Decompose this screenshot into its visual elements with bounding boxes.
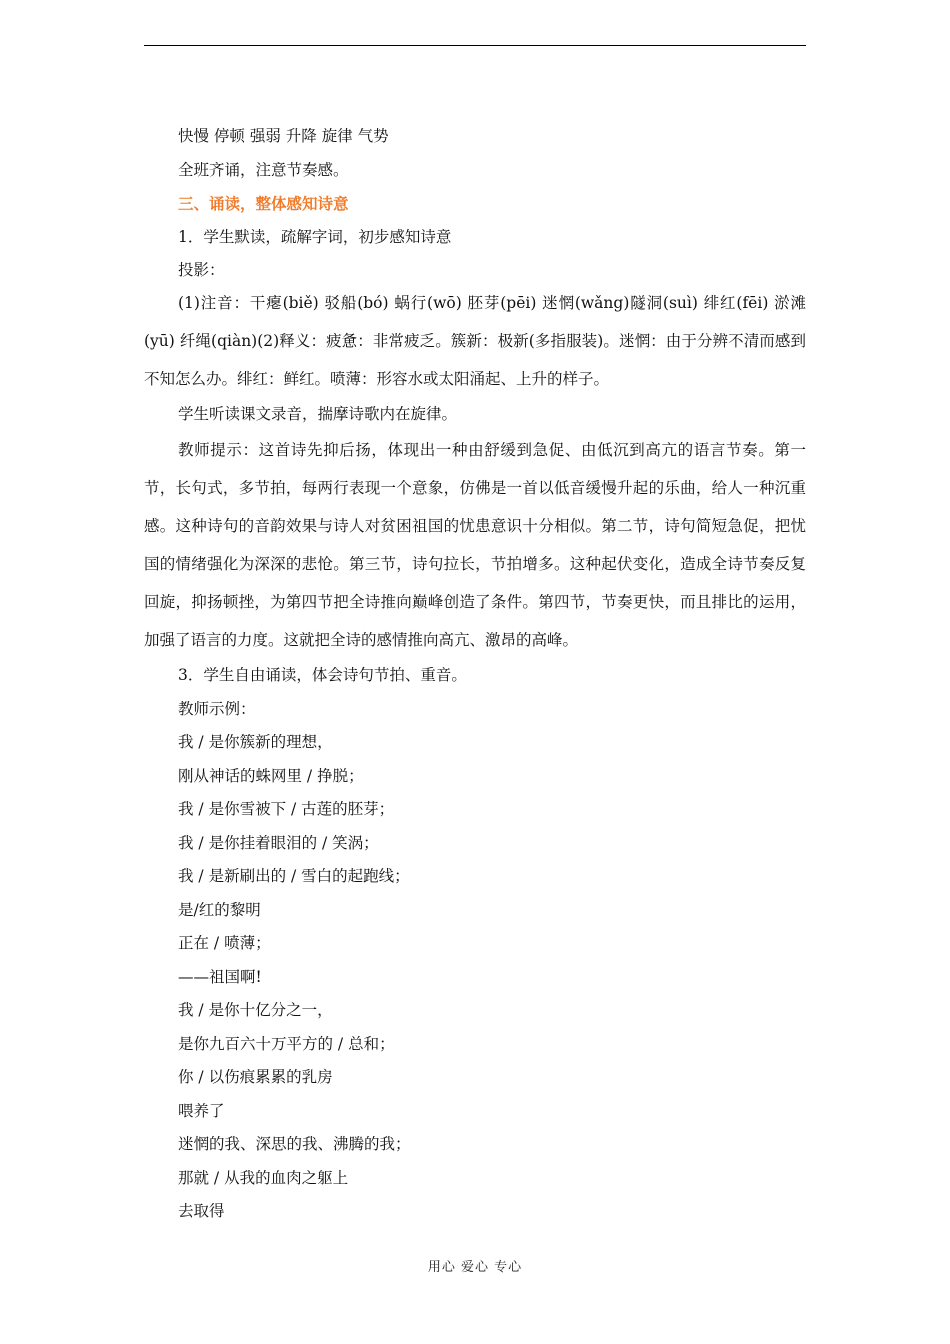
text-line: 学生听读课文录音，揣摩诗歌内在旋律。 xyxy=(178,404,458,423)
poem-line: 正在 / 喷薄； xyxy=(178,934,271,952)
teacher-hint-paragraph: 教师提示：这首诗先抑后扬，体现出一种由舒缓到急促、由低沉到高亢的语言节奏。第一节，长句式，多节拍，每两行表现一个意象，仿佛是一首以低音缓慢升起的乐曲，给人一种沉重感。这种诗句的音韵效果与诗人对贫困祖国的忧患意识十分相似。第二节，诗句简短急促，把忧国的情绪强化为深深的悲怆。第三节，诗句拉长，节拍增多。这种起伏变化，造成全诗节奏反复回旋，抑扬顿挫，为第四节把全诗推向巅峰创造了条件。第四节，节奏更快，而且排比的运用，加强了语言的力度。这就把全诗的感情推向高亢、激昂的高峰。 xyxy=(144,441,806,649)
text-line: 3．学生自由诵读，体会诗句节拍、重音。 xyxy=(178,666,467,684)
text-line: 投影： xyxy=(178,261,225,279)
poem-line: 我 / 是你雪被下 / 古莲的胚芽； xyxy=(178,800,395,818)
text-line: 全班齐诵，注意节奏感。 xyxy=(178,160,349,179)
page-footer: 用心 爱心 专心 xyxy=(427,1260,523,1275)
poem-line: 迷惘的我、深思的我、沸腾的我； xyxy=(178,1135,411,1153)
poem-line: 那就 / 从我的血肉之躯上 xyxy=(178,1168,349,1187)
poem-line: 是你九百六十万平方的 / 总和； xyxy=(178,1034,395,1053)
poem-line: 是/红的黎明 xyxy=(178,900,261,919)
header-rule xyxy=(144,45,806,46)
document-body xyxy=(144,120,806,1229)
poem-line: 我 / 是你簇新的理想， xyxy=(178,733,333,751)
poem-line: 我 / 是新刷出的 / 雪白的起跑线； xyxy=(178,867,410,885)
poem-line: 喂养了 xyxy=(178,1101,225,1120)
text-line: 快慢 停顿 强弱 升降 旋律 气势 xyxy=(178,127,389,145)
text-line: 教师示例： xyxy=(178,699,256,718)
text-line: 1．学生默读，疏解字词，初步感知诗意 xyxy=(178,227,452,246)
glossary-paragraph: (1)注音：干瘪(biě) 驳船(bó) 蜗行(wō) 胚芽(pēi) 迷惘(wǎng)隧洞(suì) 绯红(fēi) 淤滩(yū) 纤绳(qiàn)(2)释义：疲惫：非常疲乏。簇新：极新(多指服装)。迷惘：由于分辨不清而感到不知怎么办。绯红：鲜红。喷薄：形容水或太阳涌起、上升的样子。 xyxy=(144,293,806,388)
poem-line: 刚从神话的蛛网里 / 挣脱； xyxy=(178,766,364,785)
poem-line: 我 / 是你挂着眼泪的 / 笑涡； xyxy=(178,833,379,852)
poem-line: 我 / 是你十亿分之一， xyxy=(178,1001,333,1019)
poem-line: 你 / 以伤痕累累的乳房 xyxy=(178,1068,333,1086)
poem-line: 去取得 xyxy=(178,1202,225,1220)
section-heading: 三、诵读，整体感知诗意 xyxy=(178,194,349,213)
poem-line: ——祖国啊! xyxy=(178,967,262,986)
